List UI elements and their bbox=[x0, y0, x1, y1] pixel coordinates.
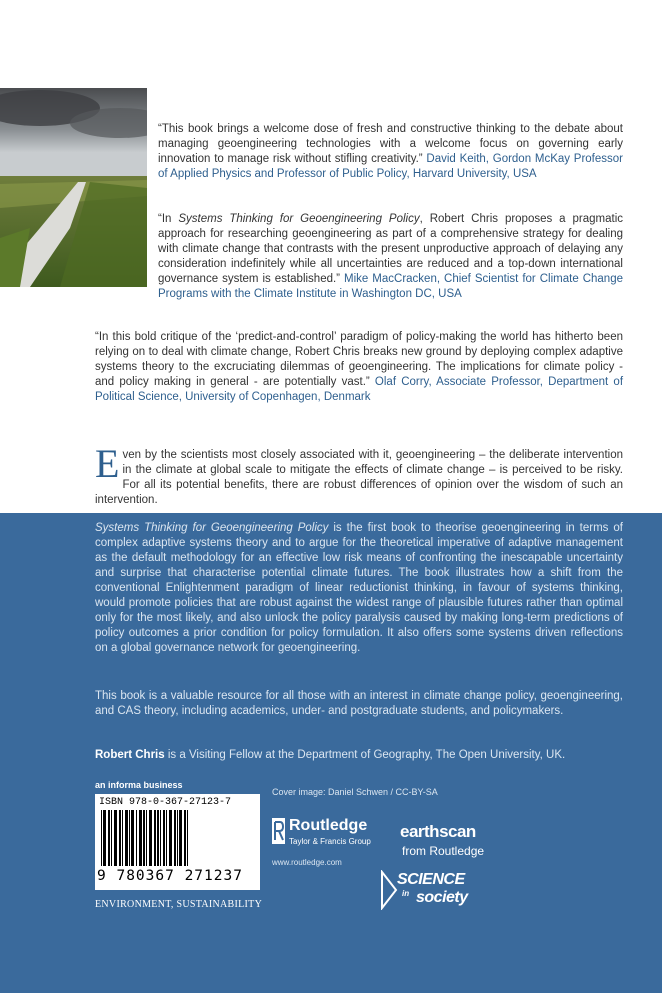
barcode-bar bbox=[146, 810, 147, 866]
routledge-name: Routledge bbox=[289, 817, 368, 834]
quote-text: “In this bold critique of the ‘predict-and-control’ paradigm of policy-making the world has hitherto been relying on to deal with climate change, Robert Chris breaks new ground by deploying complex adaptive systems theory to the excruciating dilemmas of geoengineering. The implications for climate policy - and policy making in general - are potentially vast.” bbox=[95, 331, 623, 388]
intro-paragraph bbox=[95, 441, 623, 508]
barcode-bar bbox=[154, 810, 156, 866]
barcode-bar bbox=[131, 810, 134, 866]
barcode-bar bbox=[114, 810, 117, 866]
barcode-bar bbox=[139, 810, 142, 866]
routledge-subtitle: Taylor & Francis Group bbox=[289, 837, 371, 846]
barcode-bar bbox=[187, 810, 188, 866]
barcode-bars bbox=[99, 810, 256, 868]
barcode-bar bbox=[111, 810, 112, 866]
barcode-bar bbox=[122, 810, 123, 866]
barcode-bar bbox=[149, 810, 152, 866]
paragraph-text: This book is a valuable resource for all those with an interest in climate change policy, geoengineering, and CAS theory, including academics, under- and postgraduate students, and policymakers. bbox=[95, 690, 623, 717]
quote-prefix: “In bbox=[158, 213, 179, 225]
quote-attribution: Olaf Corry, Associate Professor, Department of Political Science, University of Copenhagen, Denmark bbox=[95, 376, 624, 403]
barcode-bar bbox=[166, 810, 167, 866]
barcode-bar bbox=[160, 810, 161, 866]
sis-science: SCIENCE bbox=[397, 871, 465, 888]
routledge-logo bbox=[272, 815, 382, 875]
barcode-bar bbox=[184, 810, 186, 866]
barcode-bar bbox=[101, 810, 102, 866]
informa-tagline: an informa business bbox=[95, 780, 183, 790]
barcode-bar bbox=[169, 810, 172, 866]
barcode-bar bbox=[177, 810, 178, 866]
review-quote-2 bbox=[95, 212, 623, 302]
earthscan-name: earthscan bbox=[400, 822, 476, 841]
earthscan-logo bbox=[400, 822, 510, 862]
quote-text: , Robert Chris proposes a pragmatic approach for researching geoengineering as part of a comprehensive strategy for dealing with climate change that contrasts with the present unproductive approach of delaying any consideration indefinitely while all uncertainties are reduced and a top-down international governance system is established.” bbox=[158, 213, 624, 285]
intro-text: ven by the scientists most closely associated with it, geoengineering – the deliberate intervention in the climate at global scale to mitigate the effects of climate change – is perceived to be risky. For all its potential benefits, there are robust differences of opinion over the wisdom of such an intervention. bbox=[95, 449, 623, 506]
barcode-bar bbox=[129, 810, 130, 866]
barcode-bar bbox=[125, 810, 128, 866]
author-name: Robert Chris bbox=[95, 749, 165, 761]
barcode-bar bbox=[163, 810, 165, 866]
barcode-bar bbox=[136, 810, 137, 866]
quote-attribution: Mike MacCracken, Chief Scientist for Climate Change Programs with the Climate Institute in Washington DC, USA bbox=[158, 273, 623, 300]
author-bio bbox=[95, 748, 623, 763]
barcode-bar bbox=[157, 810, 159, 866]
description-paragraph-2 bbox=[95, 689, 623, 719]
barcode-bar bbox=[174, 810, 176, 866]
review-quote-3 bbox=[95, 330, 623, 405]
review-quote-1 bbox=[158, 122, 623, 182]
quote-attribution: David Keith, Gordon McKay Professor of Applied Physics and Professor of Public Policy, Harvard University, USA bbox=[158, 153, 623, 180]
sis-in: in bbox=[402, 889, 410, 898]
barcode-bar bbox=[103, 810, 106, 866]
book-title: Systems Thinking for Geoengineering Policy bbox=[95, 522, 329, 534]
earthscan-from: from Routledge bbox=[402, 844, 485, 858]
subject-category: ENVIRONMENT, SUSTAINABILITY bbox=[95, 899, 263, 910]
book-title: Systems Thinking for Geoengineering Policy bbox=[178, 213, 420, 225]
triangle-icon bbox=[380, 870, 398, 910]
science-in-society-logo bbox=[380, 868, 490, 918]
routledge-url: www.routledge.com bbox=[272, 858, 342, 867]
barcode-bar bbox=[108, 810, 110, 866]
isbn-barcode bbox=[95, 794, 260, 890]
author-bio-text: is a Visiting Fellow at the Department of Geography, The Open University, UK. bbox=[164, 749, 566, 761]
barcode-bar bbox=[179, 810, 182, 866]
barcode-bar bbox=[143, 810, 145, 866]
isbn-label: ISBN 978-0-367-27123-7 bbox=[99, 797, 232, 808]
description-paragraph-1 bbox=[95, 521, 623, 656]
quote-text: “This book brings a welcome dose of fresh and constructive thinking to the debate about managing geoengineering technologies with a welcome focus on governing early innovation to manage risk without stifling creativity.” bbox=[158, 123, 623, 165]
paragraph-text: is the first book to theorise geoengineering in terms of complex adaptive systems theory and to argue for the theoretical imperative of adaptive management as the default methodology for an effective low risk means of confronting the inescapable uncertainty and surprise that characterise potential climate futures. The book illustrates how a shift from the conventional Enlightenment paradigm of linear reductionist thinking, in favour of systems thinking, would promote policies that are robust against the widest range of plausible futures rather than optimal only for the most likely, and also unlock the policy paralysis caused by making long-term predictions of policy outcomes a prior condition for policy formulation. It also offers some systems driven reflections on a global governance network for geoengineering. bbox=[95, 522, 623, 654]
drop-cap: E bbox=[95, 441, 120, 486]
routledge-r-icon bbox=[272, 818, 285, 844]
barcode-bar bbox=[119, 810, 121, 866]
cover-image-credit: Cover image: Daniel Schwen / CC-BY-SA bbox=[272, 787, 438, 797]
sis-society: society bbox=[416, 889, 468, 906]
barcode-number: 9 780367 271237 bbox=[97, 868, 243, 884]
